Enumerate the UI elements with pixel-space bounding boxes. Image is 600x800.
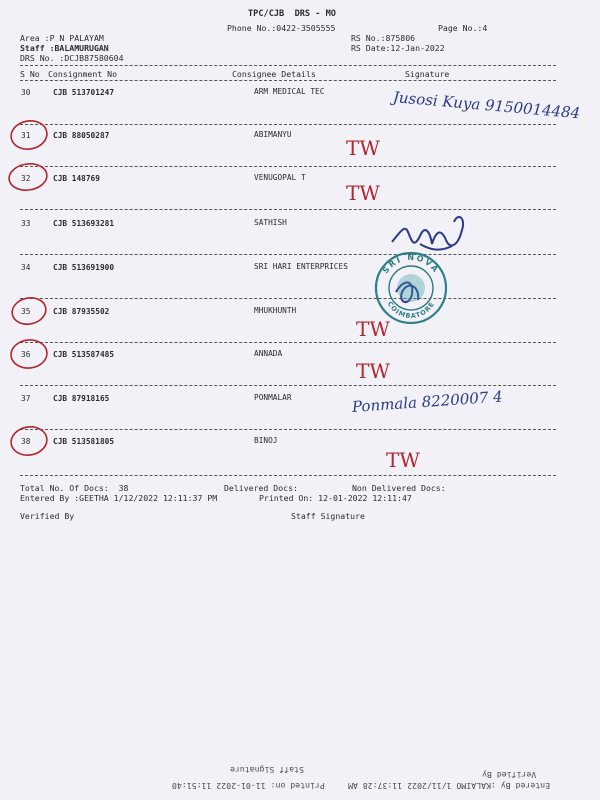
col-sno: S No: [20, 69, 40, 79]
row-consignment: CJB 513693281: [53, 219, 115, 228]
entered-by: Entered By :GEETHA 1/12/2022 12:11:37 PM: [20, 493, 218, 503]
company-stamp: [373, 250, 449, 326]
row-consignment: CJB 513701247: [53, 88, 115, 97]
bleed-printed-on: Printed on: 11-01-2022 11:51:40: [172, 781, 325, 791]
col-consignee: Consignee Details: [232, 69, 316, 79]
col-signature: Signature: [405, 69, 450, 79]
row-sno: 35: [21, 307, 31, 316]
drs-number: DRS No. :DCJB87580604: [20, 53, 124, 63]
row-sno: 32: [21, 174, 31, 183]
verified-by: Verified By: [20, 511, 75, 521]
printed-on: Printed On: 12-01-2022 12:11:47: [259, 493, 412, 503]
handwritten-tw: TW: [346, 136, 380, 160]
staff-signature: Staff Signature: [291, 511, 365, 521]
staff-label: Staff :BALAMURUGAN: [20, 43, 109, 53]
non-delivered-docs: Non Delivered Docs:: [352, 483, 446, 493]
handwritten-tw: TW: [346, 181, 380, 205]
row-consignee: PONMALAR: [254, 393, 292, 402]
phone-number: Phone No.:0422-3505555: [227, 23, 336, 33]
row-sno: 36: [21, 350, 31, 359]
row-sno: 31: [21, 131, 31, 140]
row-consignment: CJB 87918165: [53, 394, 110, 403]
handwritten-tw: TW: [356, 359, 390, 383]
rs-date: RS Date:12-Jan-2022: [351, 43, 445, 53]
area-label: Area :P N PALAYAM: [20, 33, 104, 43]
row-sno: 30: [21, 88, 31, 97]
row-consignment: CJB 513581805: [53, 437, 115, 446]
handwritten-tw: TW: [356, 317, 390, 341]
row-consignee: ANNADA: [254, 349, 283, 358]
bleed-staff-signature: Staff Signature: [230, 765, 304, 775]
row-consignment: CJB 88050287: [53, 131, 110, 140]
bleed-verified-by: Verified By: [482, 770, 537, 780]
handwritten-signature: Jusosi Kuya 9150014484: [392, 88, 581, 123]
handwritten-tw: TW: [386, 448, 420, 472]
row-sno: 33: [21, 219, 31, 228]
signature-scribble: [392, 217, 463, 250]
circle-marks: [7, 118, 49, 458]
row-consignment: CJB 513691900: [53, 263, 115, 272]
red-circle-mark: [9, 118, 49, 152]
col-consignment: Consignment No: [48, 69, 118, 79]
page-number: Page No.:4: [438, 23, 488, 33]
row-consignee: ARM MEDICAL TEC: [254, 87, 325, 96]
row-consignment: CJB 513587485: [53, 350, 115, 359]
row-consignee: MHUKHUNTH: [254, 306, 297, 315]
stamp-seal: [373, 250, 449, 326]
total-docs: Total No. Of Docs: 38: [20, 483, 129, 493]
svg-text:COIMBATORE: COIMBATORE: [385, 300, 437, 321]
red-circle-mark: [10, 338, 49, 370]
rs-number: RS No.:875806: [351, 33, 416, 43]
row-consignee: VENUGOPAL T: [254, 173, 306, 182]
red-circle-mark: [9, 424, 49, 458]
row-consignment: CJB 148769: [53, 174, 100, 183]
row-consignment: CJB 87935502: [53, 307, 110, 316]
red-circle-mark: [10, 295, 49, 328]
row-sno: 37: [21, 394, 31, 403]
row-consignee: SATHISH: [254, 218, 287, 227]
row-sno: 38: [21, 437, 31, 446]
bleed-entered-by: Entered By :KALAIMO 1/11/2022 11:37:28 AM: [348, 781, 551, 791]
row-consignee: BINOJ: [254, 436, 278, 445]
handwritten-signature: Ponmala 8220007 4: [351, 387, 504, 416]
red-circle-mark: [7, 161, 48, 192]
row-consignee: SRI HARI ENTERPRICES: [254, 262, 348, 271]
row-sno: 34: [21, 263, 31, 272]
delivered-docs: Delivered Docs:: [224, 483, 298, 493]
row-consignee: ABIMANYU: [254, 130, 292, 139]
document-title: TPC/CJB DRS - MO: [248, 9, 336, 19]
svg-text:SRI NOVA: SRI NOVA: [380, 252, 442, 276]
